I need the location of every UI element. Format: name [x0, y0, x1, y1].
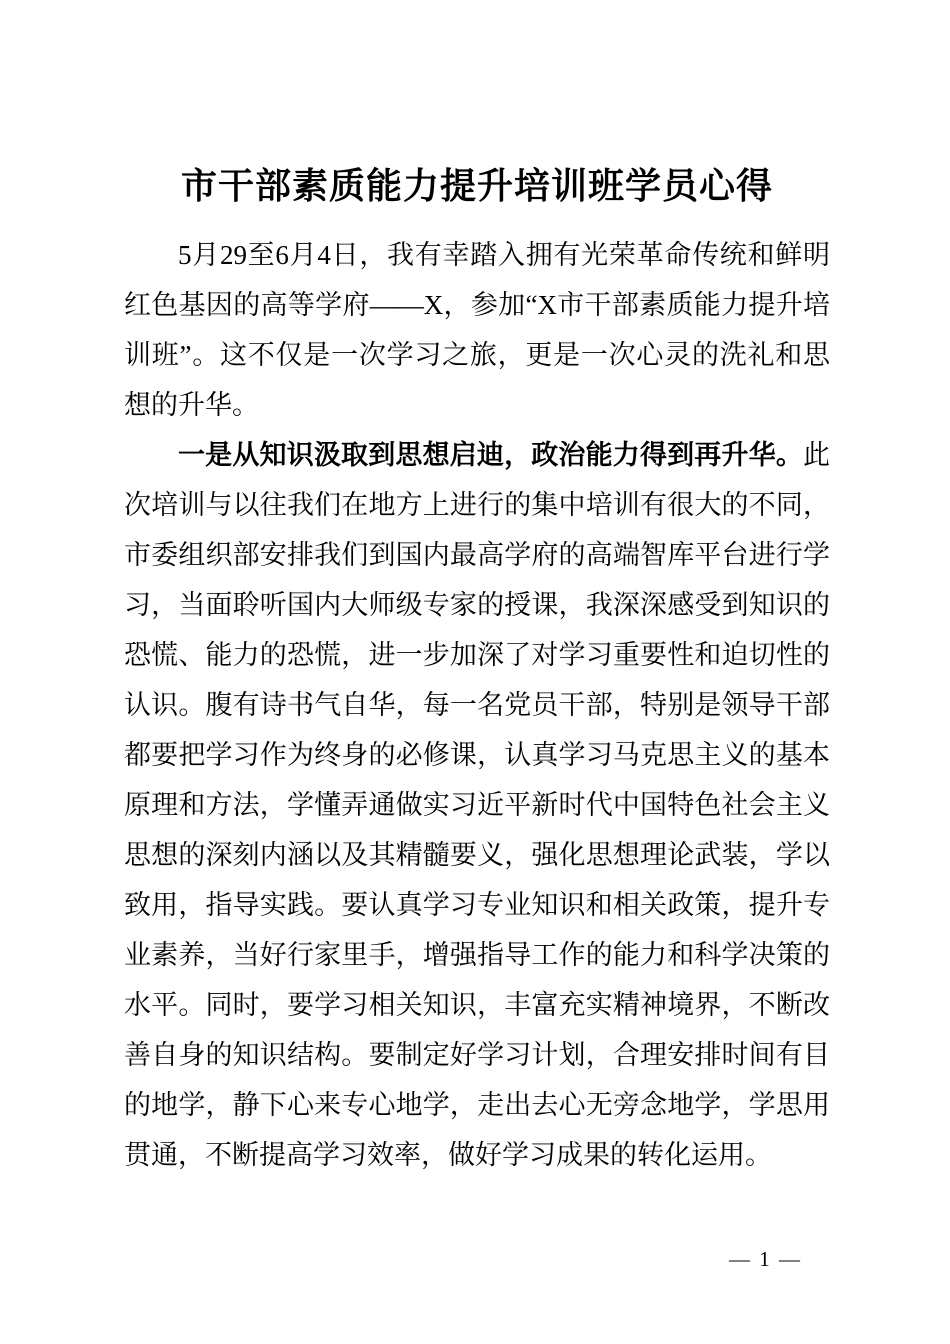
paragraph-point-one — [124, 430, 830, 1180]
page-number: — 1 — — [729, 1247, 802, 1271]
paragraph-intro — [124, 230, 830, 430]
paragraph-text: 此次培训与以往我们在地方上进行的集中培训有很大的不同，市委组织部安排我们到国内最高学府的高端智库平台进行学习，当面聆听国内大师级专家的授课，我深深感受到知识的恐慌、能力的恐慌，进一步加深了对学习重要性和迫切性的认识。腹有诗书气自华，每一名党员干部，特别是领导干部都要把学习作为终身的必修课，认真学习马克思主义的基本原理和方法，学懂弄通做实习近平新时代中国特色社会主义思想的深刻内涵以及其精髓要义，强化思想理论武装，学以致用，指导实践。要认真学习专业知识和相关政策，提升专业素养，当好行家里手，增强指导工作的能力和科学决策的水平。同时，要学习相关知识，丰富充实精神境界，不断改善自身的知识结构。要制定好学习计划，合理安排时间有目的地学，静下心来专心地学，走出去心无旁念地学，学思用贯通，不断提高学习效率，做好学习成果的转化运用。 — [124, 440, 830, 1170]
document-title: 市干部素质能力提升培训班学员心得 — [180, 166, 773, 206]
paragraph-bold-lead: 一是从知识汲取到思想启迪，政治能力得到再升华。 — [178, 440, 803, 470]
paragraph-text: 5月29至6月4日，我有幸踏入拥有光荣革命传统和鲜明红色基因的高等学府——X，参加“X市干部素质能力提升培训班”。这不仅是一次学习之旅，更是一次心灵的洗礼和思想的升华。 — [124, 240, 830, 420]
